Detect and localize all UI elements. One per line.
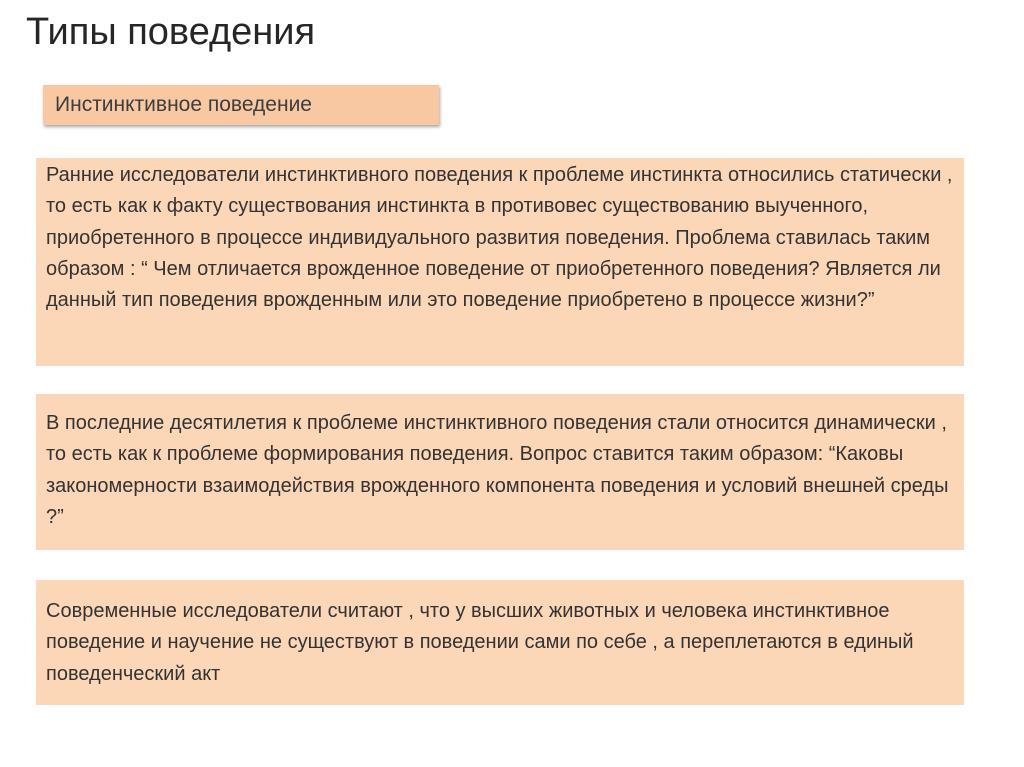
paragraph-recent-decades: В последние десятилетия к проблеме инстинктивного поведения стали относится динамически , то есть как к проблеме формирования поведения. Вопрос ставится таким образом: “Каковы закономерности взаимодействия врожденного компонента поведения и условий внешней среды ?” bbox=[46, 412, 949, 528]
subtitle-label: Инстинктивное поведение bbox=[55, 93, 312, 116]
text-box-recent-decades bbox=[36, 394, 964, 550]
paragraph-early-researchers: Ранние исследователи инстинктивного поведения к проблеме инстинкта относились статически , то есть как к факту существования инстинкта в противовес существованию выученного, приобретенного в процессе индивидуального развития поведения. Проблема ставилась таким образом : “ Чем отличается врожденное поведение от приобретенного поведения? Является ли данный тип поведения врожденным или это поведение приобретено в процессе жизни?” bbox=[46, 164, 953, 312]
text-box-modern-researchers bbox=[36, 580, 964, 705]
slide-title: Типы поведения bbox=[26, 11, 316, 53]
text-box-early-researchers bbox=[36, 158, 964, 366]
subtitle-box bbox=[43, 85, 439, 125]
paragraph-modern-researchers: Современные исследователи считают , что у высших животных и человека инстинктивное поведение и научение не существуют в поведении сами по себе , а переплетаются в единый поведенческий акт bbox=[46, 600, 914, 685]
